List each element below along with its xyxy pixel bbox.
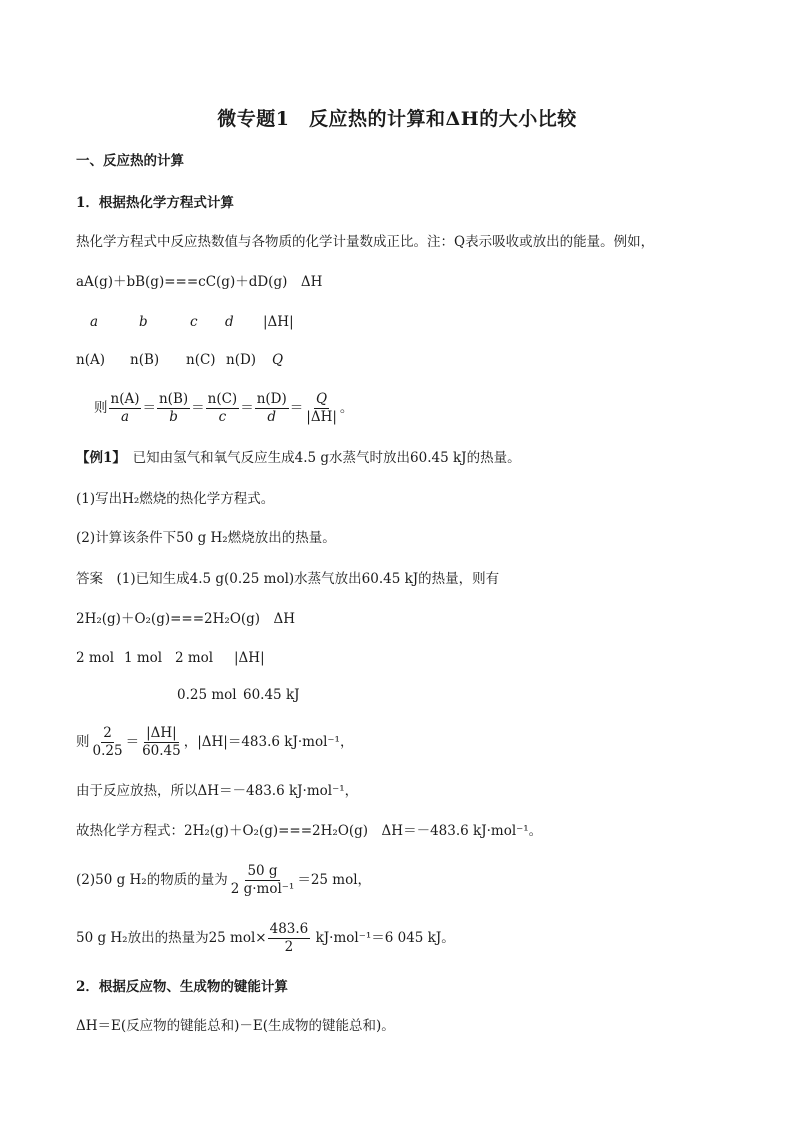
answer-label: 答案 — [76, 571, 103, 587]
fraction: $\frac{483.6}{2}$ — [269, 921, 309, 955]
answer-equation: 2H₂(g)＋O₂(g)===2H₂O(g) ΔH — [76, 611, 296, 627]
coef-b: b — [139, 314, 148, 330]
n-c: n(C) — [186, 352, 216, 368]
question-2: (2)计算该条件下50 g H₂燃烧放出的热量。 — [76, 530, 336, 546]
answer-line — [76, 570, 499, 588]
exothermic-line: 由于反应放热，所以ΔH＝－483.6 kJ·mol⁻¹， — [76, 783, 359, 799]
subsection-heading: 1．根据热化学方程式计算 — [76, 195, 234, 211]
fraction: $\frac{50 g}{\text{2 g·mol⁻¹}}$ — [230, 863, 295, 897]
fraction: $\frac{2}{0.25}$ — [92, 725, 123, 759]
coef-d: d — [225, 314, 234, 330]
example-text: 已知由氢气和氧气反应生成4.5 g水蒸气时放出60.45 kJ的热量。 — [132, 450, 521, 466]
question-1: (1)写出H₂燃烧的热化学方程式。 — [76, 491, 275, 507]
fraction: $\frac{n(D)}{d}$ — [256, 391, 287, 425]
moles-line: (2)50 g H₂的物质的量为 $\frac{50 g}{\text{2 g·mol⁻¹}}$ ＝25 mol， — [76, 863, 372, 897]
fraction: $\frac{n(B)}{b}$ — [158, 391, 189, 425]
subsection-heading-2: 2．根据反应物、生成物的键能计算 — [76, 979, 288, 995]
document-page: 微专题1 反应热的计算和ΔH的大小比较 一、反应热的计算 1．根据热化学方程式计算 热化学方程式中反应热数值与各物质的化学计量数成正比。注：Q表示吸收或放出的能量。例如， aA(g)＋bB(g)===cC(g)＋dD(g) ΔH a b c d |ΔH| n(A) n(B) n(C) n(D) Q 则 $\frac{n(A)}{a}$ ＝ $\frac{n(B)}{b}$ ＝ $\frac{n(C)}{c}$ ＝ $\frac{n(D)}{d}$ ＝ $\frac{Q}{|\Delta H|}$ 。 【例1】 已知由氢气和氧气反应生成4.5 g水蒸气时放出60.45 kJ的热量。 (1)写出H₂燃烧的热化学方程式。 (2)计算该条件下50 g H₂燃烧放出的热量。 答案 (1)已知生成4.5 g(0.25 mol)水蒸气放出60.45 kJ的热量，则有 2H₂(g)＋O₂(g)===2H₂O(g) ΔH 2 mol 1 mol 2 mol |ΔH| 0.25 mol 60.45 kJ 则 $\frac{2}{0.25}$ ＝ $\frac{|\Delta H|}{60.45}$ ，|ΔH|＝483.6 kJ·mol⁻¹， 由于反应放热，所以ΔH＝－483.6 kJ·mol⁻¹， 故热化学方程式：2H₂(g)＋O₂(g)===2H₂O(g) ΔH＝－483.6 kJ·mol⁻¹。 (2)50 g H₂的物质的量为 $\frac{50 g}{\text{2 g·mol⁻¹}}$ ＝25 mol， 50 g H₂放出的热量为25 mol× $\frac{483.6}{2}$ kJ·mol⁻¹＝6 045 kJ。 2．根据反应物、生成物的键能计算 ΔH＝E(反应物的键能总和)－E(生成物的键能总和)。 — [0, 0, 794, 1123]
ratio-line: 则 $\frac{n(A)}{a}$ ＝ $\frac{n(B)}{b}$ ＝ $\frac{n(C)}{c}$ ＝ $\frac{n(D)}{d}$ ＝ $\frac{Q}{|\Delta H|}$ 。 — [94, 391, 354, 425]
heat-line: 50 g H₂放出的热量为25 mol× $\frac{483.6}{2}$ kJ·mol⁻¹＝6 045 kJ。 — [76, 921, 455, 955]
fraction: $\frac{n(C)}{c}$ — [207, 391, 238, 425]
paragraph: 热化学方程式中反应热数值与各物质的化学计量数成正比。注：Q表示吸收或放出的能量。例如， — [76, 234, 655, 250]
section-heading: 一、反应热的计算 — [76, 153, 184, 169]
fraction: $\frac{|\Delta H|}{60.45}$ — [142, 725, 181, 759]
coef-a: a — [90, 314, 99, 330]
answer-text: (1)已知生成4.5 g(0.25 mol)水蒸气放出60.45 kJ的热量，则有 — [116, 571, 500, 587]
final-equation: 故热化学方程式：2H₂(g)＋O₂(g)===2H₂O(g) ΔH＝－483.6 kJ·mol⁻¹。 — [76, 823, 543, 839]
coef-c: c — [190, 314, 198, 330]
example-tag: 【例1】 — [76, 450, 120, 466]
example-line — [76, 449, 521, 467]
fraction: $\frac{Q}{|\Delta H|}$ — [306, 391, 337, 425]
general-equation: aA(g)＋bB(g)===cC(g)＋dD(g) ΔH — [76, 274, 323, 290]
coef-dh: |ΔH| — [263, 314, 294, 330]
bond-energy-formula: ΔH＝E(反应物的键能总和)－E(生成物的键能总和)。 — [76, 1018, 395, 1034]
q-value: Q — [272, 352, 284, 368]
fraction: $\frac{n(A)}{a}$ — [110, 391, 140, 425]
calc-line: 则 $\frac{2}{0.25}$ ＝ $\frac{|\Delta H|}{60.45}$ ，|ΔH|＝483.6 kJ·mol⁻¹， — [76, 725, 354, 759]
n-a: n(A) — [76, 352, 105, 368]
page-title: 微专题1 反应热的计算和ΔH的大小比较 — [217, 108, 577, 130]
n-b: n(B) — [130, 352, 160, 368]
n-d: n(D) — [226, 352, 257, 368]
